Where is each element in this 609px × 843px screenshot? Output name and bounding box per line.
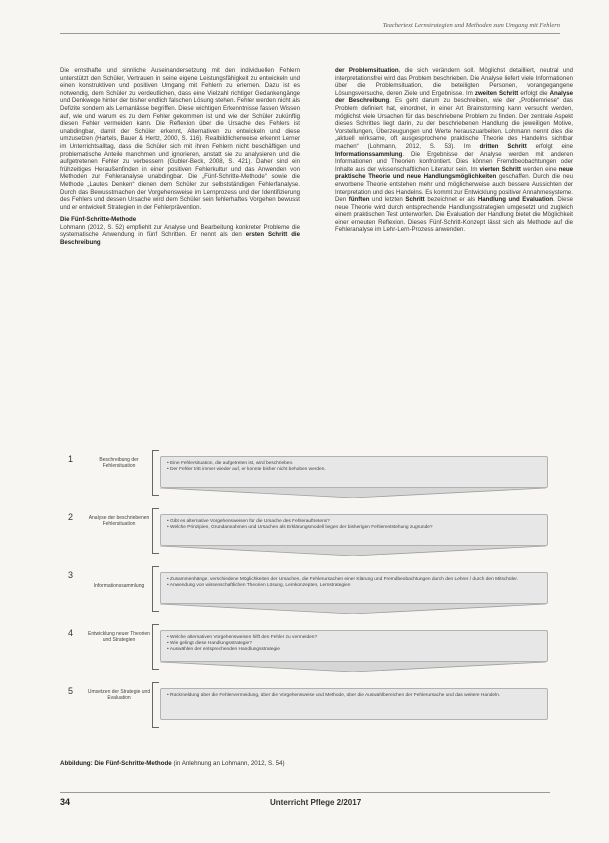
- step-label: Informationssammlung: [93, 583, 145, 589]
- left-paragraph-2-text: Lohmann (2012, S. 52) empfiehlt zur Analyse und Bearbeitung konkreter Probleme die systematische Anwendung in fünf Schritten. Er nennt als den: [60, 223, 300, 239]
- diagram-step: [60, 508, 550, 560]
- text-4: erfolgt eine: [526, 142, 574, 150]
- step-label: Analyse der beschriebenen Fehlersituation: [88, 515, 150, 527]
- step-box: [160, 572, 548, 604]
- subheading-fuenf-schritte: Die Fünf-Schritte-Methode: [60, 216, 137, 224]
- diagram-step: [60, 566, 550, 618]
- left-paragraph-2: [60, 224, 300, 247]
- left-column: [60, 67, 300, 247]
- left-paragraph-2-bold: ersten Schritt die Beschreibung: [60, 231, 300, 247]
- five-step-diagram: [60, 450, 550, 750]
- step-label: Entwicklung neuer Theorien und Strategien: [88, 631, 150, 643]
- bold-vierter-schritt: vierten Schritt: [479, 165, 521, 173]
- text-6: werden eine: [520, 165, 559, 173]
- left-paragraph-1: Die ernsthafte und sinnliche Auseinandersetzung mit den individuellen Fehlern unterstützt den Schüler, Vertrauen in seine eigene Leistungsfähigkeit zu entwickeln und einen konstruktiven und positiven Umgang mit Fehlern zu erlernen. Dazu ist es notwendig, dem Schüler zu verdeutlichen, dass eine Vielzahl richtiger Gedankengänge und Denkwege hinter der bisher endlich falschen Lösung stehen. Fehler werden nicht als Defizite sondern als Lernanlässe begriffen. Diese wichtigen Erkenntnisse fassen Wissen auf, wie und warum es zu dem Fehler gekommen ist und wie der Schüler zukünftig diesen Fehler vermeiden kann. Die Reflexion über die Ursache des Fehlers ist unabdingbar, damit der Schüler erkennt, Alternativen zu entwickeln und diese umzusetzen (Hartels, Bauer & Hertz, 2000, S. 116). Realbildlicherweise erkennt Lerner im Unterrichtsalltag, dass die Schüler sich mit ihren Fehlern nicht beschäftigen und problematische Anteile manchmen und ignorieren, anstatt sie zu analysieren und die aufgetretenen Fehler zu verbessern (Gubler-Beck, 2008, S. 421). Daher sind ein frühzeitiges Heraußenfinden in einer positiven Fehlerkultur und das Anwenden von Methoden zur Fehleranalyse unabdingbar. Die „Fünf-Schritte-Methode“ sowie die Methode „Lautes Denken“ dienen dem Schüler zur selbstständigen Fehlerfanalyse. Durch das Bewusstmachen der Vorgehensweise im Lernprozess und der Identifizierung des Fehlers und dessen Ursache wird dem Schüler sein fehlerhaftes Vorgehen bewusst und er entwickelt Strategien in der Fehlerprävention.: [60, 67, 300, 211]
- step-box: [160, 688, 548, 720]
- step-bullet: • Rückmeldung über die Fehlervermeidung, über die Vorgehensweise und Methode, über die Auswahlbereichen der Fehlerursache und das weitere Handeln.: [167, 693, 541, 699]
- bold-handlung-evaluation: Handlung und Evaluation: [477, 196, 554, 204]
- footer-rule: [60, 792, 550, 793]
- step-bracket: [152, 508, 159, 554]
- step-label: Beschreibung der Fehlersituation: [99, 457, 139, 469]
- step-bracket: [152, 566, 159, 612]
- bold-analyse: Analyse der Beschreibung: [335, 89, 573, 105]
- header-rule: [60, 33, 560, 34]
- step-bracket: [152, 624, 159, 670]
- step-bullet: • Welche alternativen Vorgehensweisen hilft den Fehler zu vermeiden?: [167, 635, 541, 641]
- text-2: erfolgt die: [518, 89, 550, 97]
- step-number: 1: [68, 454, 74, 464]
- step-number: 5: [68, 686, 74, 696]
- bold-informationssammlung: Informationssammlung: [335, 150, 403, 158]
- step-box: [160, 456, 548, 488]
- step-number: 2: [68, 512, 74, 522]
- right-paragraph: [335, 67, 573, 234]
- step-bullet: • Anwendung von wissenschaftlichen Theorien Lösung, Lernkonzepten, Lernstrategien: [167, 583, 541, 589]
- chevron-arrow-icon: [160, 488, 546, 498]
- chevron-arrow-icon: [160, 546, 546, 556]
- step-box: [160, 514, 548, 546]
- step-bullet: • Zusammenhänge, verschiedene Möglichkeiten der Ursachen, die Fehlerursachen einer Klärung und Fremdbeobachtungen durch den Lehrer / durch den Mitschüler.: [167, 577, 541, 583]
- step-bullet: • Wie gelingt diese Handlungsstrategie?: [167, 641, 541, 647]
- figure-caption: [60, 760, 550, 767]
- bold-dritter-schritt: dritten Schritt: [479, 142, 527, 150]
- bold-problemsituation: der Problemsituation: [335, 67, 399, 74]
- running-header: Teachertext Lernstrategien und Methoden zum Umgang mit Fehlern: [382, 22, 560, 29]
- step-bullet: • Welche Prinzipien, Grundannahmen und Ursachen als Erklärungsmodell liegen der bisherigen Fehlerentstehung zugrunde?: [167, 525, 541, 531]
- caption-rest: (in Anlehnung an Lohmann, 2012, S. 54): [171, 760, 285, 767]
- text-5: . Die Ergebnisse der Analyse werden mit anderen Informationen und Theorien konfrontiert. Dies können Fremdbeobachtungen oder Inhalte aus der wissenschaftlichen Literatur sein. Im: [335, 150, 573, 173]
- bold-schritt: Schritt: [405, 196, 425, 204]
- chevron-arrow-icon: [160, 662, 546, 672]
- step-bracket: [152, 450, 159, 496]
- step-bracket: [152, 682, 159, 728]
- text-7: geschaffen. Durch die neu erworbene Theorie entstehen mehr und möglicherweise auch bessere Aussichten der Interpretation und des Handelns. Es kommt zur Entwicklung positiver Annahmesysteme. Den: [335, 173, 573, 204]
- chevron-arrow-icon: [160, 604, 546, 614]
- step-bullet: • Gibt es alternative Vorgehensweisen für die Ursache des Fehlerauftretens?: [167, 519, 541, 525]
- text-9: bezeichnet er als: [424, 196, 478, 204]
- journal-title: Unterricht Pflege 2/2017: [270, 798, 362, 807]
- diagram-step: [60, 624, 550, 676]
- step-bullet: • Auswählen der entsprechenden Handlungsstrategie: [167, 647, 541, 653]
- step-bullet: • Der Fehler tritt immer wieder auf, er konnte bisher nicht behoben werden.: [167, 467, 541, 473]
- step-number: 4: [68, 628, 74, 638]
- step-bullet: • Eine Fehlersituation, die aufgetreten ist, wird beschrieben.: [167, 461, 541, 467]
- bold-fuenften: fünften: [348, 196, 370, 204]
- step-label: Umsetzen der Strategie und Evaluation: [87, 689, 151, 701]
- diagram-step: [60, 450, 550, 502]
- bold-neue-theorie: neue praktische Theorie und neue Handlungsmöglichkeiten: [335, 165, 573, 181]
- step-box: [160, 630, 548, 662]
- right-column: [335, 67, 573, 234]
- text-8: und letzten: [369, 196, 406, 204]
- step-number: 3: [68, 570, 74, 580]
- text-3: . Es geht darum zu beschreiben, wie der „Problemriese“ das Problem definiert hat, einordnet, in einer Art Brainstorming kann versucht werden, möglichst viele Ursachen für das beschriebene Problem zu finden. Der zentrale Aspekt dieses Schrittes liegt darin, zu der beschriebenen Handlung die jeweiligen Motive, Vorstellungen, Überzeugungen und Werte herauszuarbeiten. Lohmann nennt dies die „aktuell wirksame, oft ausgesprochene praktische Theorie des Handelns sichtbar machen“ (Lohmann, 2012, S. 53). Im: [335, 97, 573, 150]
- page-number: 34: [60, 797, 71, 807]
- bold-zweiter-schritt: zweiten Schritt: [474, 89, 519, 97]
- text-1: , die sich verändern soll. Möglichst detailliert, neutral und interpretationsfrei wird das Problem beschrieben. Die Analyse liefert viele Informationen über die Problemsituation, die beteiligten Personen, vorangegangene Lösungsversuche, deren Ziele und Ergebnisse. Im: [335, 67, 573, 97]
- caption-bold: Abbildung: Die Fünf-Schritte-Methode: [60, 760, 172, 767]
- diagram-step: [60, 682, 550, 734]
- text-10: . Diese neue Theorie wird durch entsprechende Handlungsstrategien umgesetzt und zugleich einem praktischen Test unterworfen. Die Evaluation der Handlung bietet die Möglichkeit einer erneuten Reflexion. Dieses Fünf-Schritt-Konzept lässt sich als Methode auf die Fehleranalyse im Lehr-Lern-Prozess anwenden.: [335, 196, 574, 234]
